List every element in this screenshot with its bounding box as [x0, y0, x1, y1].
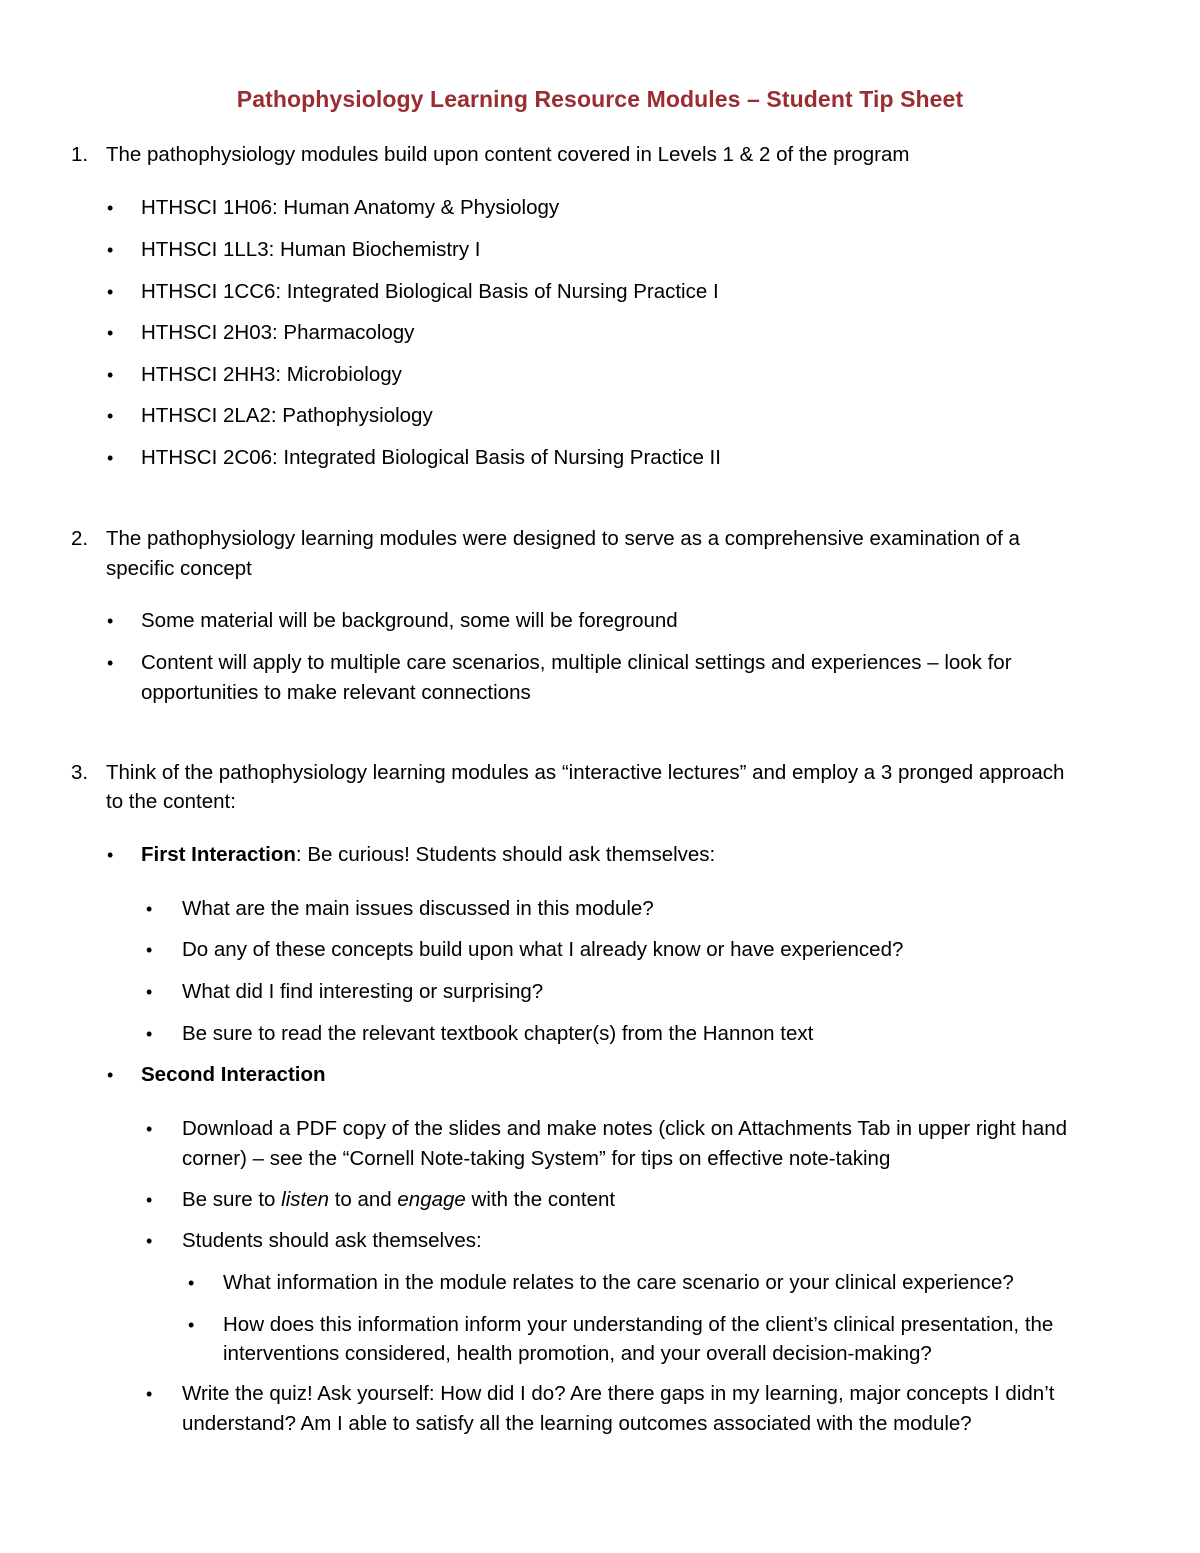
- bullet-icon: •: [107, 365, 114, 385]
- engage-word: engage: [397, 1188, 466, 1211]
- listen-mid: to and: [329, 1188, 398, 1211]
- bullet-icon: •: [146, 1024, 153, 1044]
- quiz-item: Write the quiz! Ask yourself: How did I do? Are there gaps in my learning, major concepts I didn’t: [182, 1382, 1055, 1405]
- bullet-icon: •: [107, 845, 114, 865]
- quiz-item-cont: understand? Am I able to satisfy all the learning outcomes associated with the module?: [182, 1412, 972, 1435]
- download-item-cont: corner) – see the “Cornell Note-taking System” for tips on effective note-taking: [182, 1147, 891, 1170]
- bullet-icon: •: [146, 1384, 153, 1404]
- bullet-icon: •: [146, 1190, 153, 1210]
- listen-post: with the content: [465, 1188, 616, 1211]
- bullet-icon: •: [107, 240, 114, 260]
- section-2-heading: The pathophysiology learning modules were designed to serve as a comprehensive examination of a: [106, 527, 1020, 550]
- listen-pre: Be sure to: [182, 1188, 282, 1211]
- section-3-heading-cont: to the content:: [106, 790, 236, 813]
- bullet-icon: •: [146, 982, 153, 1002]
- bullet-icon: •: [146, 1231, 153, 1251]
- bullet-icon: •: [107, 653, 114, 673]
- bullet-icon: •: [107, 1065, 114, 1085]
- bullet-icon: •: [146, 1119, 153, 1139]
- section-1-number: 1.: [71, 143, 89, 166]
- list-item: Some material will be background, some will be foreground: [141, 609, 678, 632]
- section-2-heading-cont: specific concept: [106, 557, 252, 580]
- list-item: Content will apply to multiple care scenarios, multiple clinical settings and experiences – look for: [141, 651, 1012, 674]
- bullet-icon: •: [107, 448, 114, 468]
- listen-engage-item: [182, 1185, 615, 1215]
- course-item: HTHSCI 2H03: Pharmacology: [141, 321, 415, 344]
- second-interaction-line: [141, 1060, 326, 1090]
- section-1-heading: The pathophysiology modules build upon content covered in Levels 1 & 2 of the program: [106, 143, 910, 166]
- first-interaction-text: : Be curious! Students should ask themselves:: [295, 843, 716, 866]
- first-interaction-label: First Interaction: [141, 843, 296, 866]
- bullet-icon: •: [146, 899, 153, 919]
- section-3-heading: Think of the pathophysiology learning modules as “interactive lectures” and employ a 3 pronged approach: [106, 761, 1065, 784]
- document-title: Pathophysiology Learning Resource Modules – Student Tip Sheet: [236, 86, 964, 112]
- bullet-icon: •: [107, 198, 114, 218]
- bullet-icon: •: [107, 406, 114, 426]
- course-item: HTHSCI 2C06: Integrated Biological Basis of Nursing Practice II: [141, 446, 721, 469]
- self-question-item-cont: interventions considered, health promotion, and your overall decision-making?: [223, 1342, 932, 1365]
- course-item: HTHSCI 1CC6: Integrated Biological Basis of Nursing Practice I: [141, 280, 719, 303]
- bullet-icon: •: [107, 323, 114, 343]
- course-item: HTHSCI 2LA2: Pathophysiology: [141, 404, 433, 427]
- bullet-icon: •: [188, 1315, 195, 1335]
- course-item: HTHSCI 1H06: Human Anatomy & Physiology: [141, 196, 560, 219]
- question-item: What did I find interesting or surprising?: [182, 980, 544, 1003]
- download-item: Download a PDF copy of the slides and make notes (click on Attachments Tab in upper right hand: [182, 1117, 1068, 1140]
- self-question-item: How does this information inform your understanding of the client’s clinical presentation, the: [223, 1313, 1054, 1336]
- bullet-icon: •: [188, 1273, 195, 1293]
- listen-word: listen: [281, 1188, 329, 1211]
- question-item: Do any of these concepts build upon what I already know or have experienced?: [182, 938, 904, 961]
- bullet-icon: •: [107, 282, 114, 302]
- bullet-icon: •: [107, 611, 114, 631]
- question-item: What are the main issues discussed in this module?: [182, 897, 654, 920]
- second-interaction-label: Second Interaction: [141, 1063, 326, 1086]
- section-2-number: 2.: [71, 527, 89, 550]
- course-item: HTHSCI 1LL3: Human Biochemistry I: [141, 238, 481, 261]
- list-item-cont: opportunities to make relevant connections: [141, 681, 531, 704]
- course-item: HTHSCI 2HH3: Microbiology: [141, 363, 402, 386]
- bullet-icon: •: [146, 940, 153, 960]
- self-question-item: What information in the module relates to the care scenario or your clinical experience?: [223, 1271, 1014, 1294]
- ask-item: Students should ask themselves:: [182, 1229, 482, 1252]
- section-3-number: 3.: [71, 761, 89, 784]
- first-interaction-line: [141, 840, 715, 870]
- question-item: Be sure to read the relevant textbook chapter(s) from the Hannon text: [182, 1022, 814, 1045]
